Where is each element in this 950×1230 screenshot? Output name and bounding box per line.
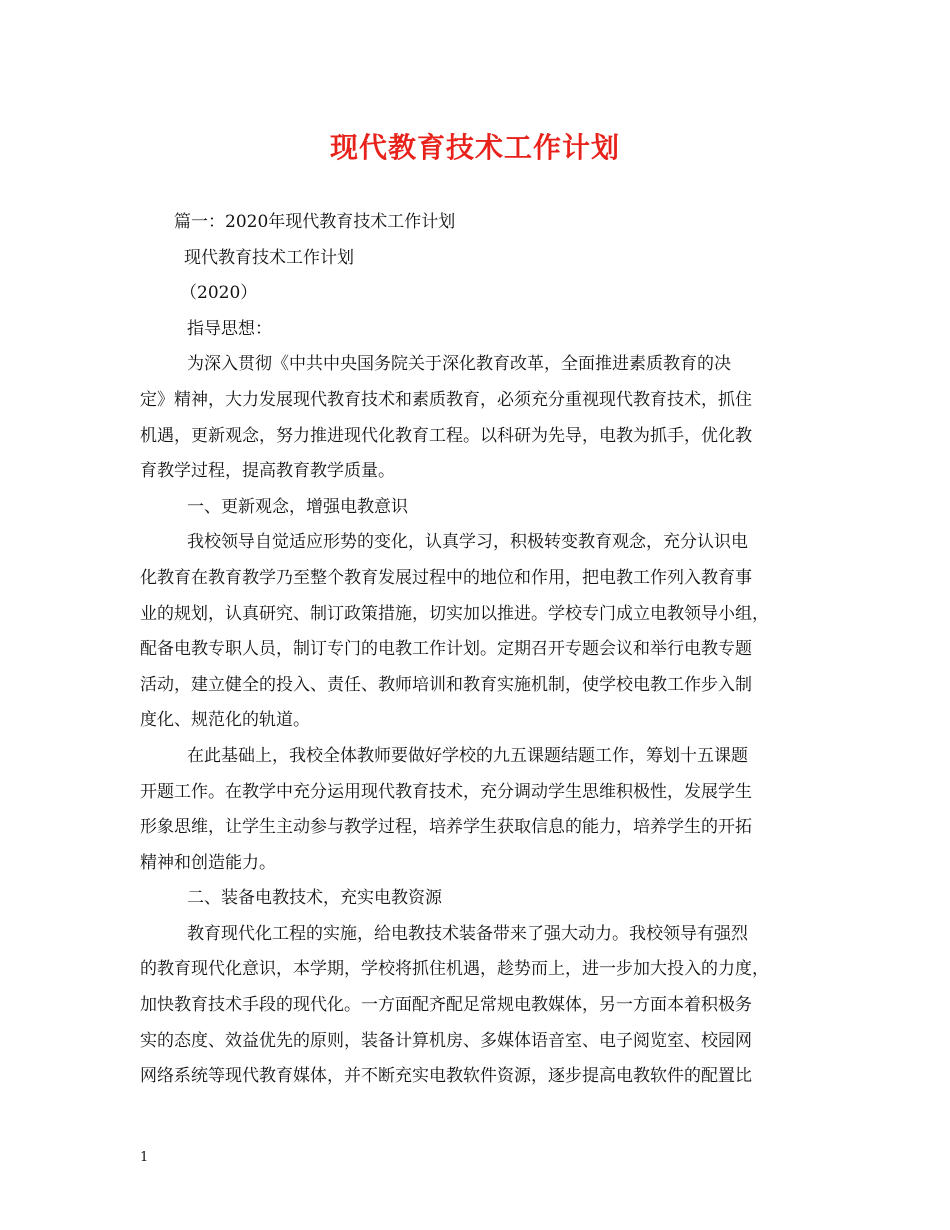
guiding-ideology-heading: 指导思想： [187, 318, 272, 339]
document-title: 现代教育技术工作计划 [329, 131, 620, 164]
subtitle-line: 现代教育技术工作计划 [184, 247, 354, 268]
paragraph-line: 网络系统等现代教育媒体，并不断充实电教软件资源，逐步提高电教软件的配置比 [140, 1066, 752, 1087]
paragraph-line: 的教育现代化意识，本学期，学校将抓住机遇，趁势而上，进一步加大投入的力度， [140, 959, 769, 980]
paragraph-line: 机遇，更新观念，努力推进现代化教育工程。以科研为先导，电教为抓手，优化教 [140, 425, 752, 446]
section-heading-1: 一、更新观念，增强电教意识 [187, 496, 408, 517]
document-body [140, 205, 820, 1095]
paragraph-line: 定》精神，大力发展现代教育技术和素质教育，必须充分重视现代教育技术，抓住 [140, 389, 752, 410]
paragraph-line: 形象思维，让学生主动参与教学过程，培养学生获取信息的能力，培养学生的开拓 [140, 817, 752, 838]
section-heading: 篇一：2020年现代教育技术工作计划 [174, 212, 456, 232]
paragraph-line: 业的规划，认真研究、制订政策措施，切实加以推进。学校专门成立电教领导小组， [140, 603, 769, 624]
section-heading-2: 二、装备电教技术，充实电教资源 [187, 888, 442, 909]
paragraph-line: 化教育在教育教学乃至整个教育发展过程中的地位和作用，把电教工作列入教育事 [140, 567, 752, 588]
paragraph-line: 实的态度、效益优先的原则，装备计算机房、多媒体语音室、电子阅览室、校园网 [140, 1030, 752, 1051]
paragraph-line: 我校领导自觉适应形势的变化，认真学习，积极转变教育观念，充分认识电 [187, 532, 748, 553]
year-line: （2020） [180, 283, 258, 304]
paragraph-line: 配备电教专职人员，制订专门的电教工作计划。定期召开专题会议和举行电教专题 [140, 639, 752, 660]
paragraph-line: 在此基础上，我校全体教师要做好学校的九五课题结题工作，筹划十五课题 [187, 745, 748, 766]
paragraph-line: 活动，建立健全的投入、责任、教师培训和教育实施机制，使学校电教工作步入制 [140, 674, 752, 695]
paragraph-line: 为深入贯彻《中共中央国务院关于深化教育改革，全面推进素质教育的决 [187, 354, 731, 375]
paragraph-line: 育教学过程，提高教育教学质量。 [140, 461, 395, 482]
paragraph-line: 度化、规范化的轨道。 [140, 710, 310, 731]
page-number: 1 [140, 1150, 149, 1165]
paragraph-line: 教育现代化工程的实施，给电教技术装备带来了强大动力。我校领导有强烈 [187, 923, 748, 944]
paragraph-line: 精神和创造能力。 [140, 852, 276, 873]
paragraph-line: 加快教育技术手段的现代化。一方面配齐配足常规电教媒体，另一方面本着积极务 [140, 995, 752, 1016]
paragraph-line: 开题工作。在教学中充分运用现代教育技术，充分调动学生思维积极性，发展学生 [140, 781, 752, 802]
